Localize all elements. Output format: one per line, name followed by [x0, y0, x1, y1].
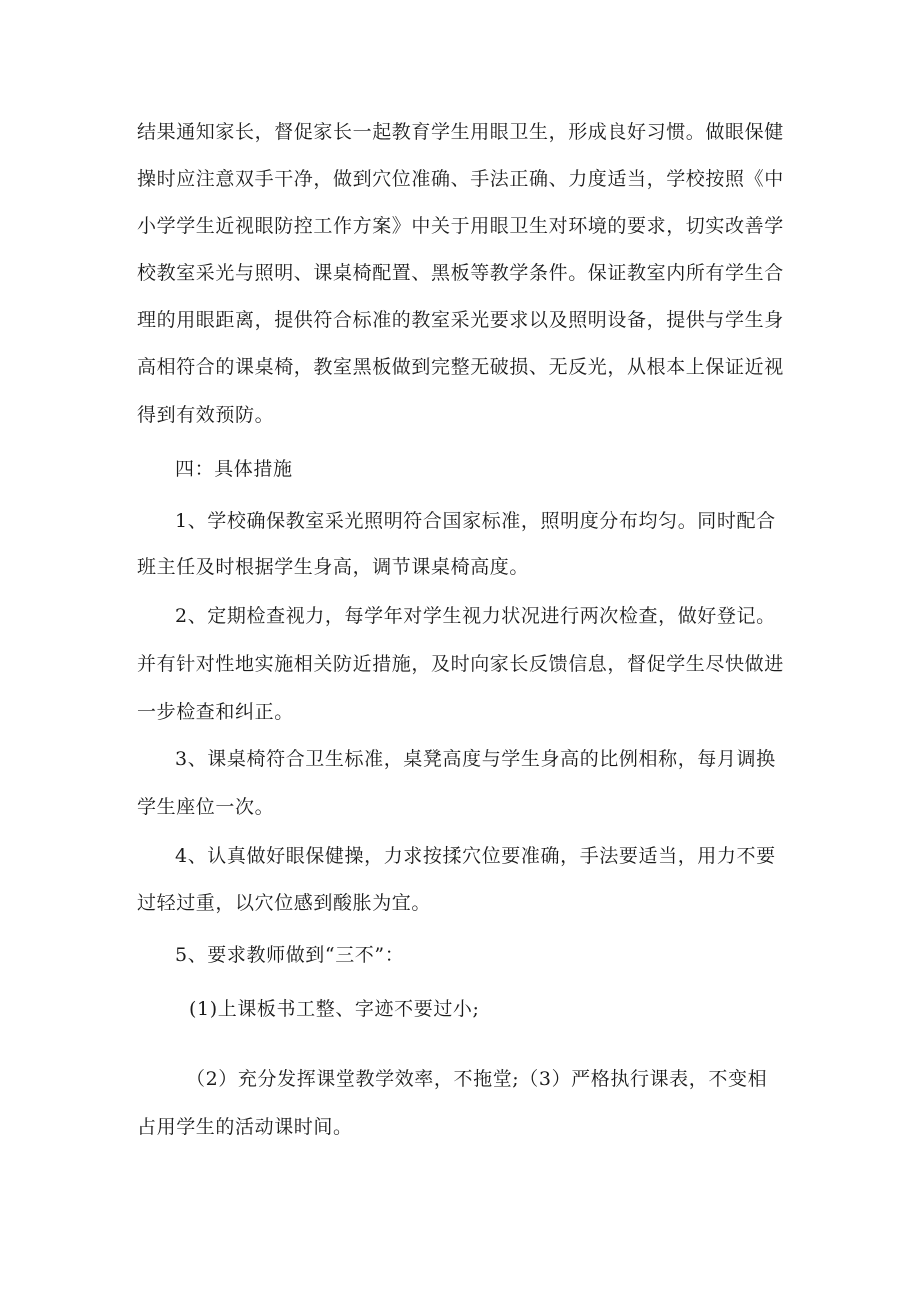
paragraph-1-line-5: 理的用眼距离，提供符合标准的教室采光要求以及照明设备，提供与学生身: [137, 309, 784, 331]
paragraph-1-line-3: 小学学生近视眼防控工作方案》中关于用眼卫生对环境的要求，切实改善学: [137, 215, 784, 237]
paragraph-1-line-4: 校教室采光与照明、课桌椅配置、黑板等教学条件。保证教室内所有学生合: [137, 262, 784, 284]
paragraph-1-line-6: 高相符合的课桌椅，教室黑板做到完整无破损、无反光，从根本上保证近视: [137, 356, 784, 378]
item-2-line-3: 一步检查和纠正。: [137, 701, 294, 723]
paragraph-1-line-7: 得到有效预防。: [137, 404, 275, 426]
sub-item-2-line-2: 占用学生的活动课时间。: [137, 1116, 353, 1138]
item-1-line-2: 班主任及时根据学生身高，调节课桌椅高度。: [137, 556, 530, 578]
item-4-line-2: 过轻过重，以穴位感到酸胀为宜。: [137, 892, 432, 914]
sub-item-2-line-1: （2）充分发挥课堂教学效率，不拖堂;（3）严格执行课表，不变相: [186, 1068, 768, 1090]
item-3-line-2: 学生座位一次。: [137, 796, 275, 818]
item-2-line-1: 2、定期检查视力，每学年对学生视力状况进行两次检查，做好登记。: [175, 605, 776, 627]
section-heading: 四：具体措施: [175, 458, 293, 480]
item-3-line-1: 3、课桌椅符合卫生标准，桌凳高度与学生身高的比例相称，每月调换: [175, 748, 776, 770]
item-5-line-1: 5、要求教师做到“三不”：: [175, 944, 405, 966]
item-1-line-1: 1、学校确保教室采光照明符合国家标准，照明度分布均匀。同时配合: [175, 510, 776, 532]
paragraph-1-line-2: 操时应注意双手干净，做到穴位准确、手法正确、力度适当，学校按照《中: [137, 168, 784, 190]
paragraph-1-line-1: 结果通知家长，督促家长一起教育学生用眼卫生，形成良好习惯。做眼保健: [137, 121, 784, 143]
item-2-line-2: 并有针对性地实施相关防近措施，及时向家长反馈信息，督促学生尽快做进: [137, 653, 784, 675]
sub-item-1-line-1: (1)上课板书工整、字迹不要过小;: [189, 998, 480, 1020]
item-4-line-1: 4、认真做好眼保健操，力求按揉穴位要准确，手法要适当，用力不要: [175, 845, 776, 867]
